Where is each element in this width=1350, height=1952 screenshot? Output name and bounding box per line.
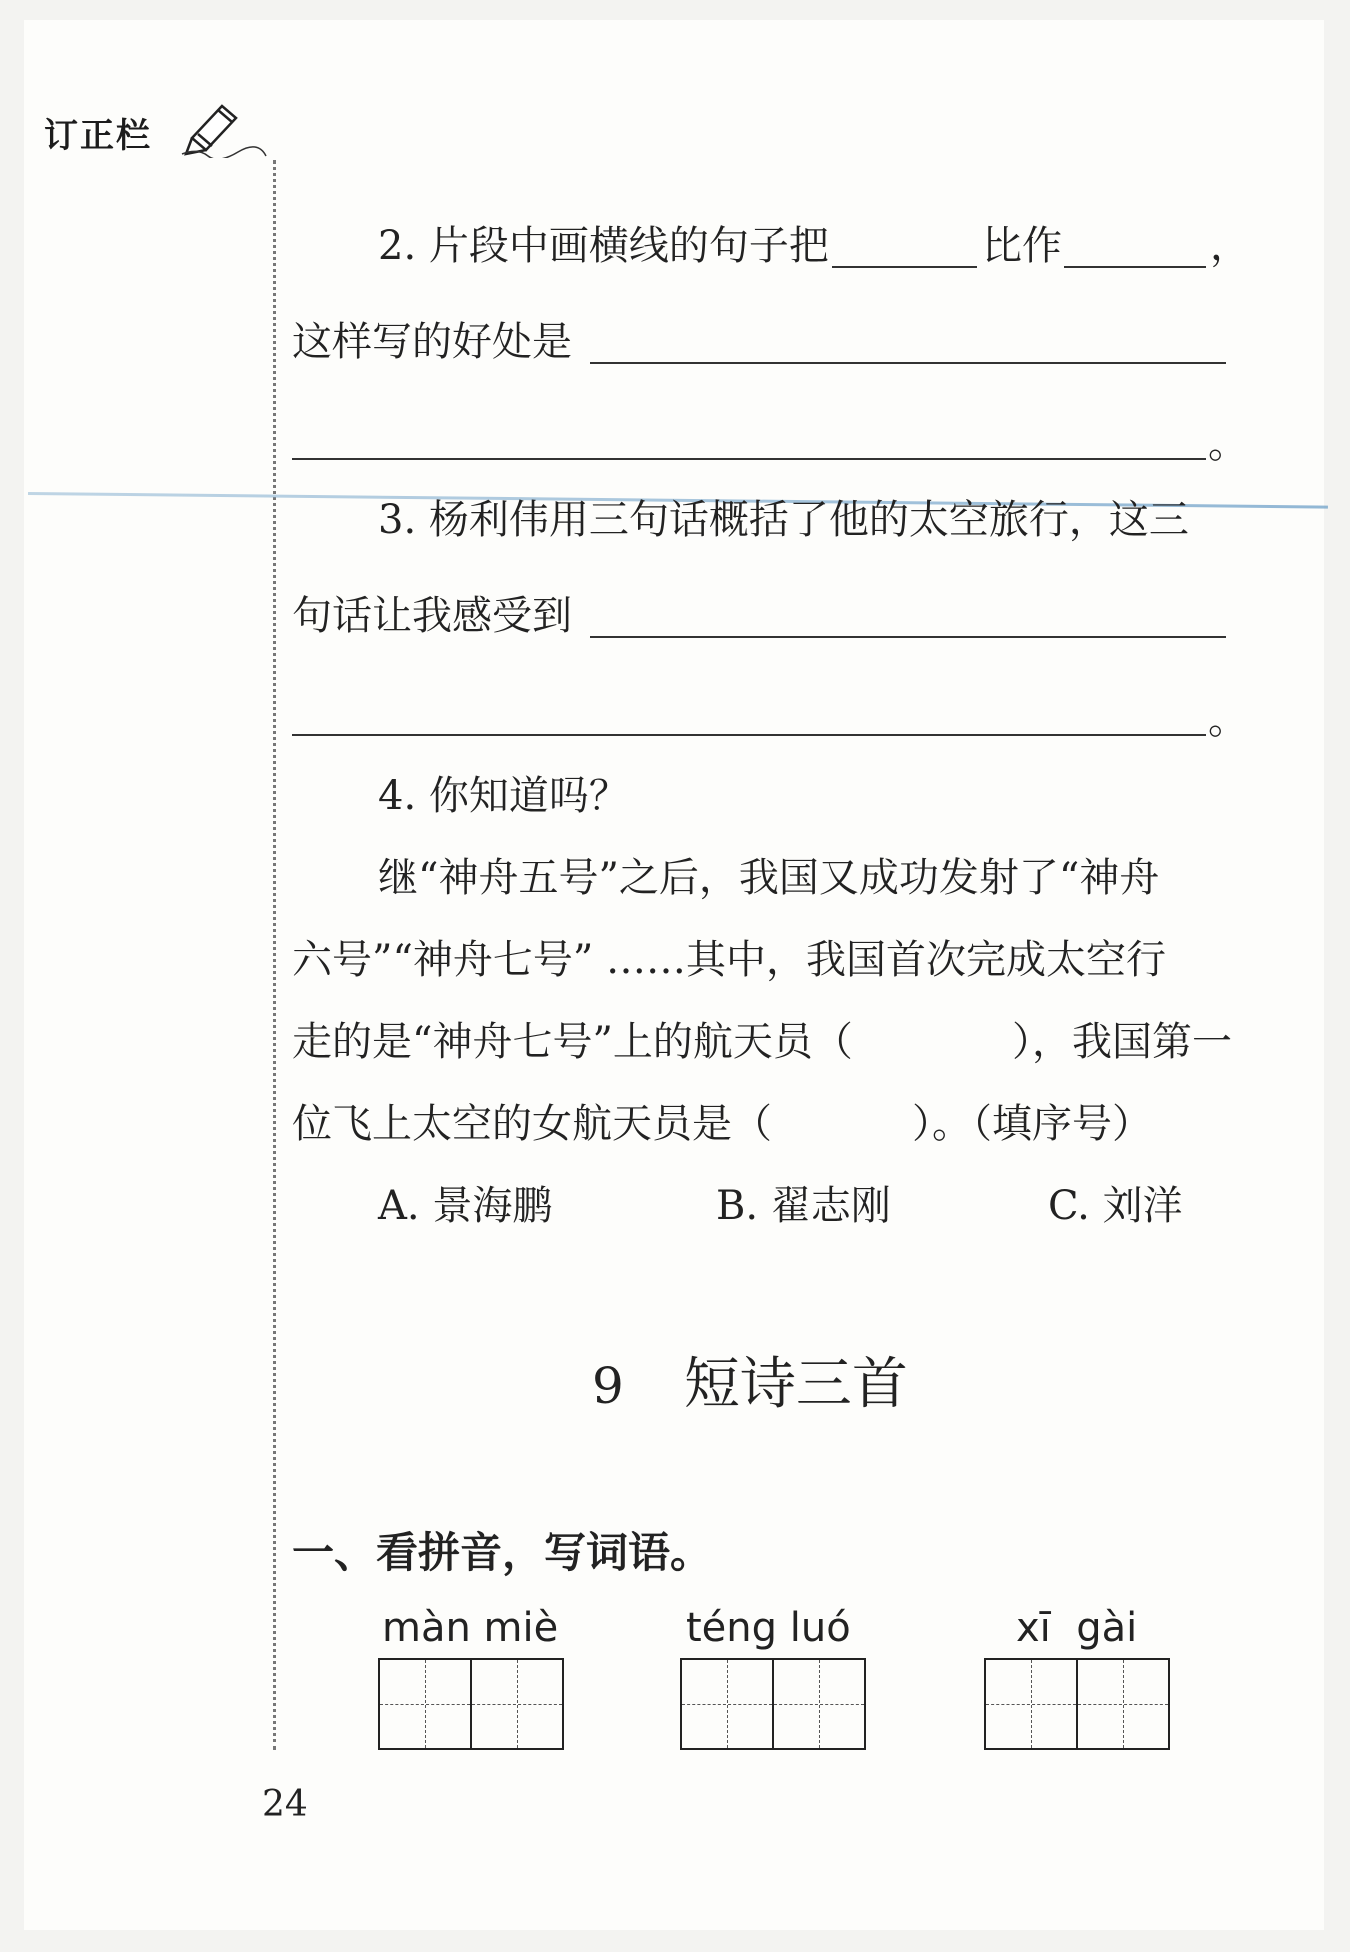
q2-blank-1[interactable] — [832, 266, 977, 268]
section-1-heading: 一、看拼音，写词语。 — [292, 1528, 713, 1577]
q2-blank-2[interactable] — [1064, 266, 1206, 268]
writing-grid-3[interactable] — [984, 1658, 1170, 1750]
q2-text-part1: 2. 片段中画横线的句子把 — [378, 223, 829, 269]
q4-option-c[interactable]: C. 刘洋 — [1048, 1183, 1183, 1229]
lesson-title — [592, 1340, 908, 1420]
grid-cell[interactable] — [1076, 1660, 1168, 1748]
correction-column-label: 订正栏 — [44, 116, 152, 156]
lesson-number: 9 — [592, 1357, 624, 1415]
q3-line1: 3. 杨利伟用三句话概括了他的太空旅行，这三 — [378, 497, 1189, 543]
q2-text-part2: 比作 — [982, 223, 1062, 269]
grid-cell[interactable] — [380, 1660, 470, 1748]
grid-cell[interactable] — [470, 1660, 562, 1748]
q3-period: 。 — [1208, 697, 1248, 743]
q4-line2: 六号”“神舟七号” ……其中，我国首次完成太空行 — [292, 937, 1167, 983]
pinyin-word-1: màn miè — [382, 1605, 559, 1651]
q4-line3-part1: 走的是“神舟七号”上的航天员（ — [292, 1019, 853, 1065]
q4-heading: 4. 你知道吗？ — [378, 773, 629, 819]
q4-line3-part2: ），我国第一 — [1012, 1019, 1232, 1065]
writing-grid-1[interactable] — [378, 1658, 564, 1750]
writing-grid-2[interactable] — [680, 1658, 866, 1750]
q3-answer-line-1[interactable] — [590, 636, 1226, 638]
q2-comma: ， — [1210, 223, 1250, 269]
pinyin-word-3: xī gài — [1016, 1605, 1138, 1651]
margin-dotted-line — [273, 160, 276, 1750]
q4-option-a[interactable]: A. 景海鹏 — [378, 1183, 553, 1229]
q3-answer-line-2[interactable] — [292, 734, 1206, 736]
pencil-icon — [178, 98, 268, 158]
q2-answer-line-2[interactable] — [292, 458, 1206, 460]
q4-line4-part1: 位飞上太空的女航天员是（ — [292, 1101, 772, 1147]
q3-line2-text: 句话让我感受到 — [292, 593, 572, 639]
grid-cell[interactable] — [682, 1660, 772, 1748]
pinyin-word-2: téng luó — [686, 1605, 851, 1651]
grid-cell[interactable] — [986, 1660, 1076, 1748]
page-number: 24 — [262, 1784, 308, 1825]
q4-line4-part2: ）。（填序号） — [912, 1101, 1152, 1147]
q2-line2-text: 这样写的好处是 — [292, 319, 572, 365]
grid-cell[interactable] — [772, 1660, 864, 1748]
lesson-title-text: 短诗三首 — [683, 1352, 908, 1417]
q4-option-b[interactable]: B. 翟志刚 — [716, 1183, 891, 1229]
q2-period: 。 — [1208, 421, 1248, 467]
q2-answer-line-1[interactable] — [590, 362, 1226, 364]
q4-line1: 继“神舟五号”之后，我国又成功发射了“神舟 — [378, 855, 1160, 901]
